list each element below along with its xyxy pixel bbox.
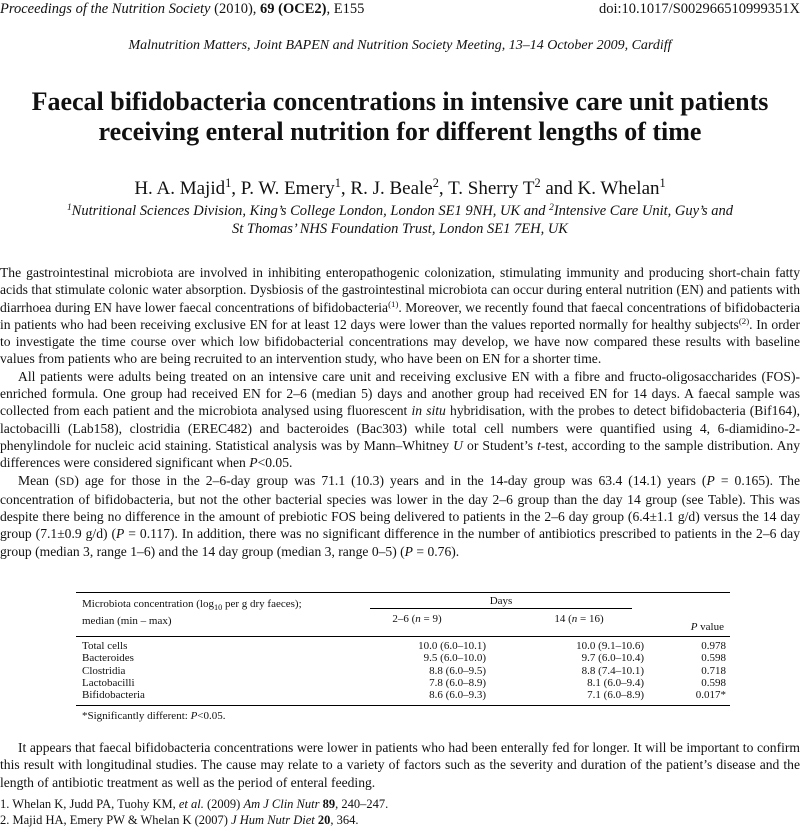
affiliations: $^1$Nutritional Sciences Division, King’s College London, London SE1 9NH, UK and $^2$Intensive Care Unit, Guy’s and St Thomas’ NHS Foundation Trust, London SE1 7EH, UK [66, 202, 734, 237]
table-footnote: *Significantly different: P<0.05. [82, 710, 226, 722]
meeting-line: Malnutrition Matters, Joint BAPEN and Nutrition Society Meeting, 13–14 October 2009, Cardiff [128, 38, 672, 53]
table-header-14: 14 (n = 16) [554, 613, 604, 625]
table-row: Total cells 10.0 (6.0–10.1) 10.0 (9.1–10.6) 0.978 [82, 640, 726, 652]
running-head [0, 1, 800, 17]
author: T. Sherry $T^2$ and [448, 176, 578, 199]
paragraph-results: Mean (SD) age for those in the 2–6-day group was 71.1 (10.3) years and in the 14-day group was 63.4 (14.1) years (P = 0.165). The concentration of bifidobacteria, but not the other bacterial species was lower in the day 2–6 group than the day 14 group (see Table). This was despite there being no difference in the amount of prebiotic FOS being delivered to patients in the 2–6 day group (6.4±1.1 g/d) versus the 14 day group (7.1±0.9 g/d) (P = 0.117). In addition, there was no significant difference in the number of antibiotics prescribed to patients in the 2–6 day group (median 3, range 1–6) and the 14 day group (median 3, range 0–5) (P = 0.76). [0, 472, 800, 559]
table-row: Bacteroides 9.5 (6.0–10.0) 9.7 (6.0–10.4) 0.598 [82, 652, 726, 665]
table-body [76, 640, 730, 701]
author: H. A. Majid$^1$, [134, 176, 241, 199]
paragraph-intro: The gastrointestinal microbiota are involved in inhibiting enteropathogenic colonization, stimulating immunity and producing short-chain fatty acids that stimulate colonic water absorption. Dysbiosis of the gastrointestinal microbiota can occur during enteral nutrition (EN) and patients with diarrhoea during EN have lower faecal concentrations of bifidobacteria$^{(1)}$. Moreover, we recently found that faecal concentrations of bifidobacteria in patients who had been receiving exclusive EN for at least 12 days were lower than the values reported normally for healthy subjects$^{(2)}$. In order to investigate the time course over which low bifidobacterial concentrations may develop, we have now compared these results with baseline values from patients who are being recruited to an intervention study, who have been on EN for a shorter time. [0, 265, 800, 367]
paragraph-conclusion: It appears that faecal bifidobacteria concentrations were lower in patients who had been enterally fed for longer. It will be important to confirm this result with longitudinal studies. The cause may relate to a variety of factors such as the severity and duration of the patient’s disease and the length of antibiotic treatment as well as the period of enteral feeding. [0, 740, 800, 790]
paper-title: Faecal bifidobacteria concentrations in intensive care unit patients receiving enteral nutrition for different lengths of time [31, 87, 769, 146]
reference-item: 2. Majid HA, Emery PW & Whelan K (2007) J Hum Nutr Diet 20, 364. [0, 812, 359, 827]
table-rule [76, 636, 730, 637]
reference-item: 1. Whelan K, Judd PA, Tuohy KM, et al. (2009) Am J Clin Nutr 89, 240–247. [0, 797, 389, 811]
author: K. Whelan$^1$ [577, 176, 666, 199]
table-header-measure: Microbiota concentration ($\log_{10}$ per g dry faeces); median (min – max) [82, 598, 302, 627]
table-row: Bifidobacteria 8.6 (6.0–9.3) 7.1 (6.0–8.9) 0.017* [82, 689, 726, 702]
doi: doi:10.1017/S002966510999351X [599, 1, 800, 17]
author: R. J. Beale$^2$, [350, 176, 449, 199]
citation-ref: (2) [738, 316, 750, 327]
author-list [0, 178, 800, 200]
table-header-2-6: 2–6 (n = 9) [392, 613, 442, 625]
table-header-p-value: P value [690, 621, 724, 633]
table-header-days: Days [489, 595, 513, 607]
paragraph-methods: All patients were adults being treated on an intensive care unit and receiving exclusive EN with a fibre and fructo-oligosaccharides (FOS)-enriched formula. One group had received EN for 2–6 (median 5) days and another group had received EN for 14 days. A faecal sample was collected from each patient and the microbiota analysed using fluorescent in situ hybridisation, with the probes to detect bifidobacteria (Bif164), lactobacilli (Lab158), clostridia (EREC482) and bacteroides (Bac303) while total cell numbers were quantified using 4, 6-diamidino-2-phenylindole for nucleic acid staining. Statistical analysis was by Mann–Whitney U or Student’s t-test, according to the sample distribution. Any differences were considered significant when P<0.05. [0, 368, 800, 471]
citation-ref: (1) [388, 298, 399, 309]
abstract-body [0, 264, 800, 560]
table-row: Lactobacilli 7.8 (6.0–8.9) 8.1 (6.0–9.4) 0.598 [82, 676, 726, 689]
reference-list [0, 797, 800, 828]
table-rule [76, 592, 730, 593]
table-rule [370, 608, 632, 609]
journal-citation: Proceedings of the Nutrition Society (2010), 69 (OCE2), E155 [0, 1, 365, 17]
table-rule [76, 705, 730, 706]
conclusion-body [0, 739, 800, 791]
table-row: Clostridia 8.8 (6.0–9.5) 8.8 (7.4–10.1) 0.718 [82, 664, 726, 677]
author: P. W. Emery$^1$, [240, 176, 351, 199]
